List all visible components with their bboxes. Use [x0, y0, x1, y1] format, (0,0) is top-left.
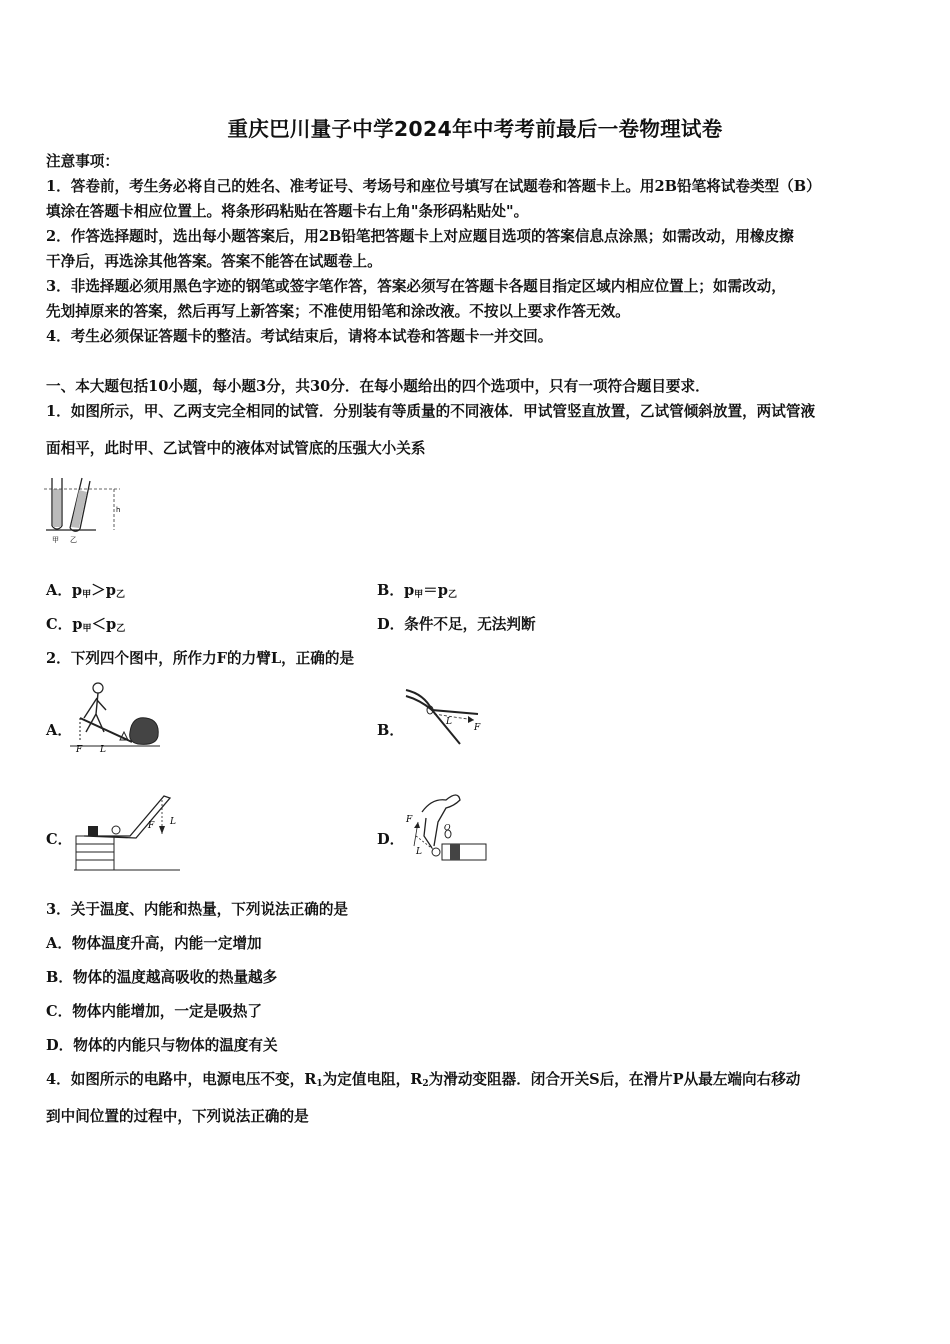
q2-option-d[interactable]: D． — [377, 831, 405, 848]
label-f: F — [474, 723, 481, 733]
label-jia: 甲 — [52, 536, 59, 544]
q4-stem-line: 4．如图所示的电路中，电源电压不变，$R_1$为定值电阻，$R_2$为滑动变阻器．闭合开关S后，在滑片P从最左端向右移动 — [46, 1071, 801, 1089]
label-l: L — [446, 717, 452, 727]
label-l: L — [416, 847, 422, 857]
q1-option-c[interactable]: C．$p_甲<p_乙$ — [46, 616, 126, 634]
q3-option-b[interactable]: B．物体的温度越高吸收的热量越多 — [46, 969, 278, 986]
q2-option-a[interactable]: A． — [46, 722, 72, 739]
q2-figure-b — [400, 686, 484, 754]
label-l: L — [100, 745, 106, 752]
label-f: F — [406, 815, 413, 825]
q2-option-c[interactable]: C． — [46, 831, 73, 848]
q3-option-a[interactable]: A．物体温度升高，内能一定增加 — [46, 935, 262, 952]
q2-figure-a — [66, 680, 162, 752]
notice-line: 4．考生必须保证答题卡的整洁。考试结束后，请将本试卷和答题卡一并交回。 — [46, 328, 553, 345]
label-l: L — [170, 817, 176, 827]
q2-figure-c — [74, 790, 182, 874]
notice-line: 先划掉原来的答案，然后再写上新答案；不准使用铅笔和涂改液。不按以上要求作答无效。 — [46, 303, 630, 320]
q2-stem: 2．下列四个图中，所作力F的力臂L，正确的是 — [46, 650, 355, 667]
q1-stem-line: 面相平，此时甲、乙试管中的液体对试管底的压强大小关系 — [46, 440, 426, 457]
q3-option-c[interactable]: C．物体内能增加，一定是吸热了 — [46, 1003, 262, 1020]
q3-stem: 3．关于温度、内能和热量，下列说法正确的是 — [46, 901, 349, 918]
notice-line: 干净后，再选涂其他答案。答案不能答在试题卷上。 — [46, 253, 382, 270]
q2-figure-d — [402, 788, 488, 870]
q4-stem-line: 到中间位置的过程中，下列说法正确的是 — [46, 1108, 309, 1125]
notice-line: 3．非选择题必须用黑色字迹的钢笔或签字笔作答，答案必须写在答题卡各题目指定区域内相应位置上；如需改动， — [46, 278, 786, 295]
notice-line: 2．作答选择题时，选出每小题答案后，用2B铅笔把答题卡上对应题目选项的答案信息点涂黑；如需改动，用橡皮擦 — [46, 228, 794, 245]
q2-option-b[interactable]: B． — [377, 722, 404, 739]
q1-option-a[interactable]: A．$p_甲>p_乙$ — [46, 582, 125, 600]
section-heading: 一、本大题包括10小题，每小题3分，共30分．在每小题给出的四个选项中，只有一项符合题目要求． — [46, 378, 710, 395]
label-h: h — [116, 506, 121, 514]
q1-option-b[interactable]: B．$p_甲=p_乙$ — [377, 582, 457, 600]
q1-stem-line: 1．如图所示，甲、乙两支完全相同的试管．分别装有等质量的不同液体．甲试管竖直放置，乙试管倾斜放置，两试管液 — [46, 403, 816, 420]
notice-heading: 注意事项： — [46, 153, 119, 170]
label-f: F — [148, 821, 155, 831]
label-o: O — [444, 823, 451, 832]
notice-line: 填涂在答题卡相应位置上。将条形码粘贴在答题卡右上角"条形码粘贴处"。 — [46, 203, 529, 220]
q3-option-d[interactable]: D．物体的内能只与物体的温度有关 — [46, 1037, 278, 1054]
page-title: 重庆巴川量子中学2024年中考考前最后一卷物理试卷 — [227, 117, 723, 141]
test-tubes-figure — [44, 472, 124, 546]
notice-line: 1．答卷前，考生务必将自己的姓名、准考证号、考场号和座位号填写在试题卷和答题卡上。用2B铅笔将试卷类型（B） — [46, 178, 821, 195]
label-f: F — [76, 745, 83, 752]
label-yi: 乙 — [70, 536, 77, 544]
q1-option-d[interactable]: D．条件不足，无法判断 — [377, 616, 536, 633]
